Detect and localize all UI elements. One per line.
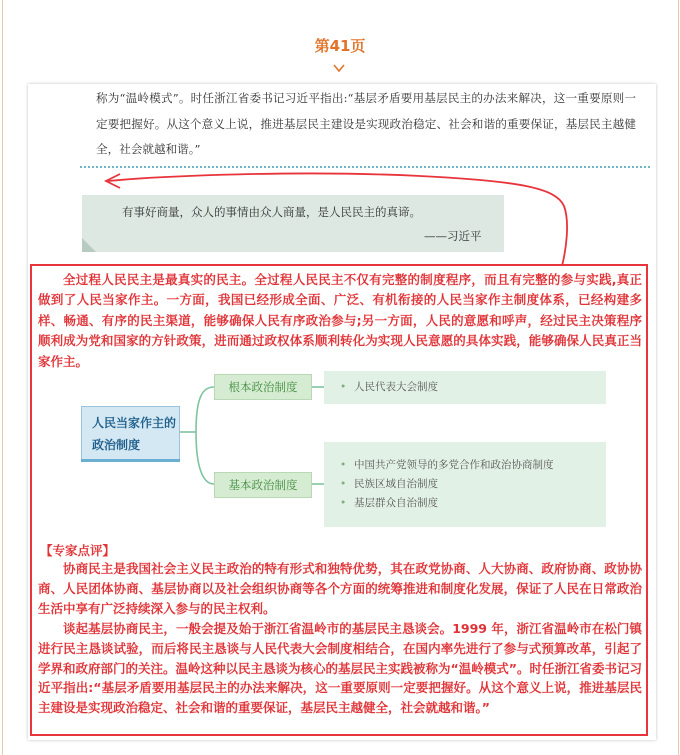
leaf-box-fundamental (324, 371, 606, 404)
leaf-item-label: 中国共产党领导的多党合作和政治协商制度 (354, 459, 554, 471)
leaf-item-label: 民族区域自治制度 (354, 478, 438, 490)
quote-text: 有事好商量，众人的事情由众人商量，是人民民主的真谛。 (122, 205, 421, 219)
expert-comment-paragraph-2: 谈起基层协商民主，一般会提及始于浙江省温岭市的基层民主恳谈会。1999 年，浙江省温岭市在松门镇进行民主恳谈试验，而后将民主恳谈与人民代表大会制度相结合，在国内率先进行了参与式预算改革，引起了学界和政府部门的关注。温岭这种以民主恳谈为核心的基层民主实践被称为“温岭模式”。时任浙江省委书记习近平指出:“基层矛盾要用基层民主的办法来解决，这一重要原则一定要把握好。从这个意义上说，推进基层民主建设是实现政治稳定、社会和谐的重要保证，基层民主越健全，社会就越和谐。” (38, 621, 642, 716)
top-paragraph: 称为“温岭模式”。时任浙江省委书记习近平指出:“基层矛盾要用基层民主的办法来解决，这一重要原则一定要把握好。从这个意义上说，推进基层民主建设是实现政治稳定、社会和谐的重要保证，基层民主越健全，社会就越和谐。” (96, 91, 636, 156)
diagram-root-node: 人民当家作主的政治制度 (81, 406, 180, 462)
leaf-item (324, 456, 606, 475)
branch-fundamental-system: 根本政治制度 (214, 374, 312, 400)
leaf-item (324, 494, 606, 513)
leaf-box-basic (324, 442, 606, 527)
expert-comment-paragraph-1: 协商民主是我国社会主义民主政治的特有形式和独特优势，其在政党协商、人大协商、政府协商、政协协商、人民团体协商、基层协商以及社会组织协商等各个方面的统筹推进和制度化发展，保证了人民在日常政治生活中享有广泛持续深入参与的民主权利。 (38, 561, 642, 616)
bullet-icon: • (340, 459, 347, 471)
leaf-item-label: 基层群众自治制度 (354, 497, 438, 509)
bullet-icon: • (340, 478, 347, 490)
expert-comment-title: 【专家点评】 (40, 543, 116, 558)
leaf-item (324, 475, 606, 494)
whole-process-democracy-paragraph: 全过程人民民主是最真实的民主。全过程人民民主不仅有完整的制度程序，而且有完整的参与实践,真正做到了人民当家作主。一方面，我国已经形成全面、广泛、有机衔接的人民当家作主制度体系，已经构建多样、畅通、有序的民主渠道，能够确保人民有序政治参与;另一方面，人民的意愿和呼声，经过民主决策程序顺利成为党和国家的方针政策，进而通过政权体系顺利转化为实现人民意愿的具体实践，能够确保人民真正当家作主。 (38, 272, 642, 369)
quote-author: ——习近平 (424, 229, 482, 243)
bullet-icon: • (340, 381, 347, 393)
bullet-icon: • (340, 497, 347, 509)
leaf-item-label: 人民代表大会制度 (354, 381, 438, 393)
diagram-root-underline (81, 459, 180, 462)
page-number-label: 第41页 (314, 37, 366, 55)
leaf-item (324, 371, 606, 404)
branch-basic-system: 基本政治制度 (214, 472, 312, 498)
